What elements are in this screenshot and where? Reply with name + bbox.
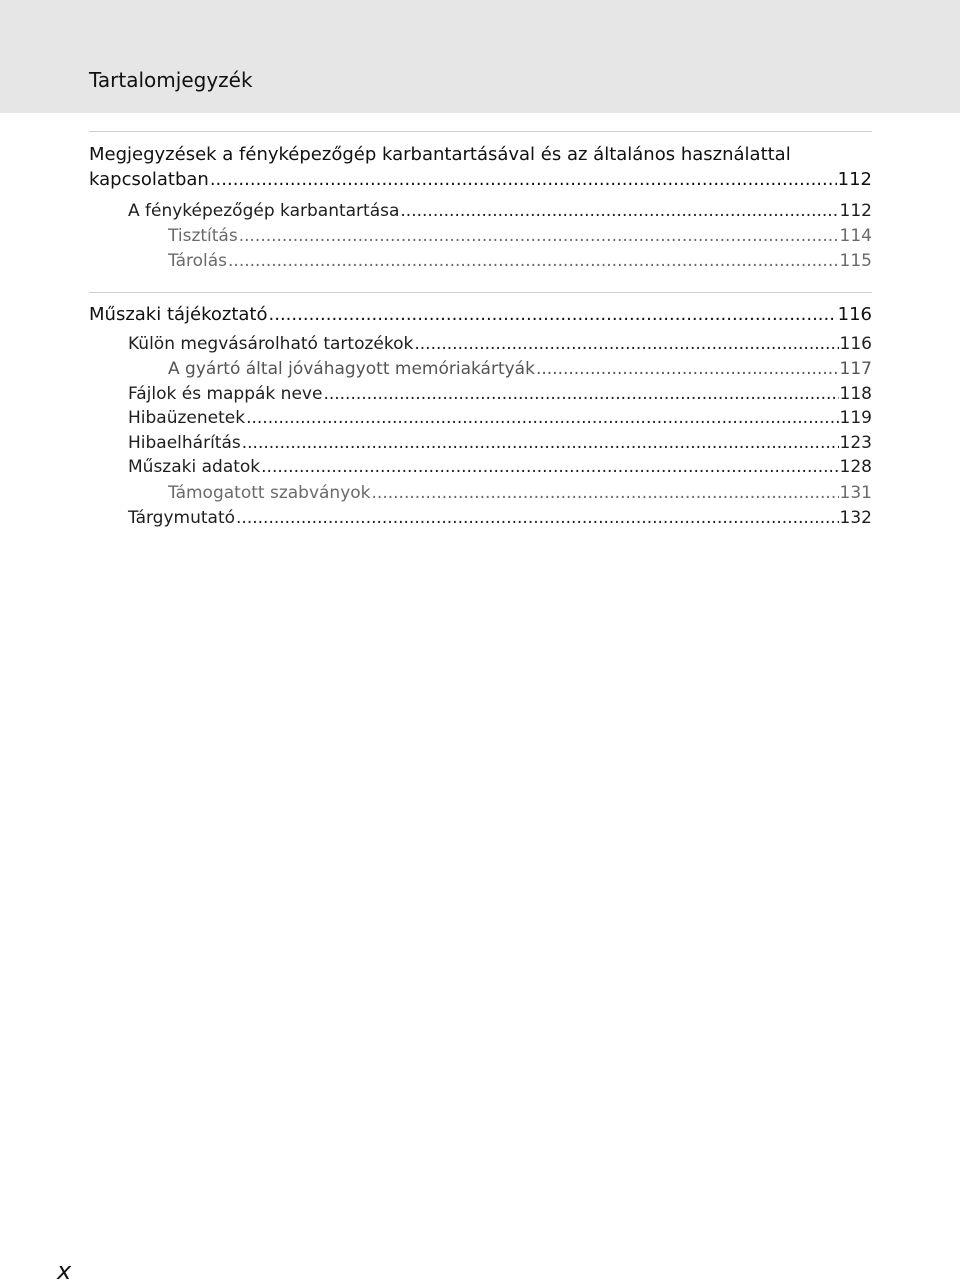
header-band (0, 0, 960, 113)
page-number-roman: x (57, 1257, 72, 1285)
toc-section-entry[interactable] (89, 304, 872, 325)
toc-entry-label: Műszaki adatok (128, 457, 261, 477)
leader-dots (269, 304, 837, 325)
leader-dots (414, 334, 838, 354)
leader-dots (536, 359, 839, 379)
toc-entry-label: Támogatott szabványok (168, 483, 371, 503)
toc-entry-label: A fényképezőgép karbantartása (128, 201, 400, 221)
leader-dots (210, 169, 837, 190)
toc-page-number: 115 (839, 251, 872, 271)
leader-dots (261, 457, 838, 477)
toc-entry-label: Műszaki tájékoztató (89, 304, 268, 325)
toc-entry-label: Tárolás (168, 251, 228, 271)
page-title: Tartalomjegyzék (89, 68, 253, 92)
toc-page-number: 116 (839, 334, 872, 354)
toc-entry-label: A gyártó által jóváhagyott memóriakártyák (168, 359, 535, 379)
toc-page-number: 123 (839, 433, 872, 453)
toc-page-number: 132 (839, 508, 872, 528)
toc-entry[interactable] (128, 457, 872, 477)
toc-entry[interactable] (128, 508, 872, 528)
leader-dots (372, 483, 839, 503)
toc-entry[interactable] (168, 483, 872, 503)
toc-entry[interactable] (128, 408, 872, 428)
toc-entry-label: Külön megvásárolható tartozékok (128, 334, 414, 354)
toc-entry-label: kapcsolatban (89, 169, 209, 190)
leader-dots (236, 508, 839, 528)
toc-entry[interactable] (128, 334, 872, 354)
toc-page-number: 114 (839, 226, 872, 246)
toc-entry[interactable] (128, 384, 872, 404)
toc-entry[interactable] (128, 433, 872, 453)
toc-entry-label: Fájlok és mappák neve (128, 384, 323, 404)
toc-page-number: 112 (837, 169, 872, 190)
toc-page-number: 117 (839, 359, 872, 379)
toc-entry[interactable] (128, 201, 872, 221)
toc-entry-label: Tárgymutató (128, 508, 236, 528)
leader-dots (239, 226, 839, 246)
divider (89, 131, 872, 132)
leader-dots (400, 201, 838, 221)
toc-entry-label: Tisztítás (168, 226, 238, 246)
toc-section-title-line1[interactable]: Megjegyzések a fényképezőgép karbantartásával és az általános használattal (89, 144, 791, 165)
divider (89, 292, 872, 293)
leader-dots (323, 384, 838, 404)
toc-page-number: 116 (837, 304, 872, 325)
toc-entry-label: Hibaelhárítás (128, 433, 241, 453)
toc-entry[interactable] (168, 251, 872, 271)
toc-page-number: 128 (839, 457, 872, 477)
toc-page-number: 112 (839, 201, 872, 221)
leader-dots (228, 251, 839, 271)
leader-dots (242, 433, 839, 453)
toc-section-entry[interactable] (89, 169, 872, 190)
toc-entry[interactable] (168, 226, 872, 246)
leader-dots (246, 408, 838, 428)
toc-page-number: 131 (839, 483, 872, 503)
toc-page-number: 118 (839, 384, 872, 404)
toc-entry-label: Hibaüzenetek (128, 408, 246, 428)
toc-entry[interactable] (168, 359, 872, 379)
toc-page-number: 119 (839, 408, 872, 428)
